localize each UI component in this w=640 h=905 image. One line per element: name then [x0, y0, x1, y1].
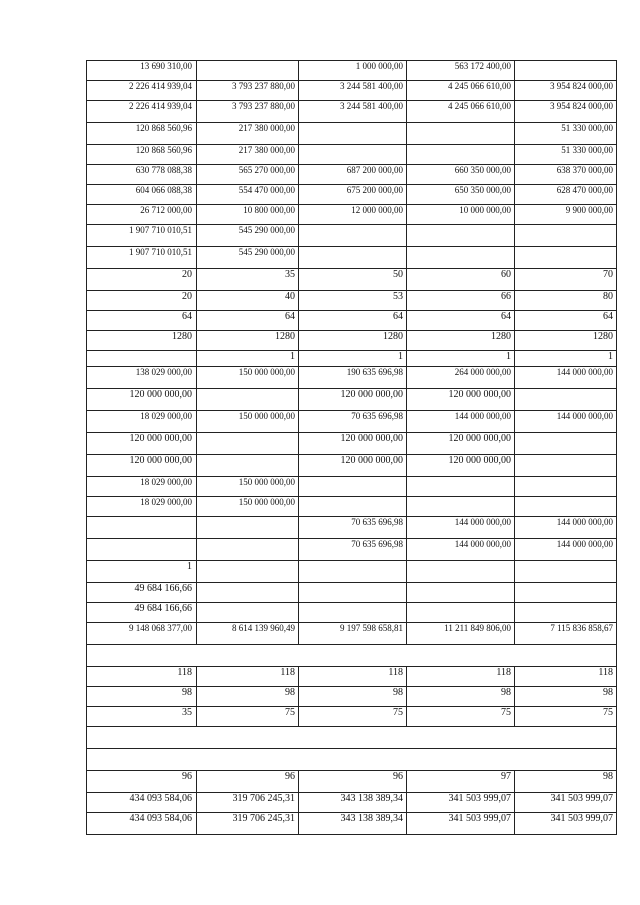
table-cell: 319 706 245,31 — [197, 813, 299, 835]
table-cell — [515, 583, 617, 603]
table-row — [87, 623, 617, 645]
table-cell: 120 868 560,96 — [87, 123, 197, 145]
table-cell: 144 000 000,00 — [515, 411, 617, 433]
table-cell — [299, 123, 407, 145]
table-spacer-cell — [87, 727, 617, 749]
table-cell — [299, 247, 407, 269]
table-cell — [515, 433, 617, 455]
table-cell: 1280 — [87, 331, 197, 351]
table-cell: 563 172 400,00 — [407, 61, 515, 81]
table-cell: 3 244 581 400,00 — [299, 81, 407, 101]
table-row — [87, 311, 617, 331]
table-cell — [407, 603, 515, 623]
table-cell: 3 954 824 000,00 — [515, 81, 617, 101]
table-cell: 98 — [87, 687, 197, 707]
table-cell: 70 635 696,98 — [299, 517, 407, 539]
table-cell — [515, 497, 617, 517]
table-cell: 341 503 999,07 — [407, 793, 515, 813]
table-cell — [299, 477, 407, 497]
table-row — [87, 727, 617, 749]
table-cell: 70 — [515, 269, 617, 291]
table-cell — [515, 603, 617, 623]
table-row — [87, 813, 617, 835]
table-row — [87, 749, 617, 771]
table-row — [87, 433, 617, 455]
table-cell: 144 000 000,00 — [407, 411, 515, 433]
table-row — [87, 667, 617, 687]
table-cell — [407, 497, 515, 517]
table-row — [87, 291, 617, 311]
table-cell: 1280 — [407, 331, 515, 351]
table-cell: 3 793 237 880,00 — [197, 81, 299, 101]
table-cell: 98 — [515, 771, 617, 793]
table-cell: 343 138 389,34 — [299, 793, 407, 813]
table-cell: 434 093 584,06 — [87, 793, 197, 813]
table-row — [87, 497, 617, 517]
table-row — [87, 707, 617, 727]
table-cell — [515, 61, 617, 81]
table-cell: 341 503 999,07 — [515, 813, 617, 835]
table-cell: 144 000 000,00 — [407, 517, 515, 539]
table-cell — [407, 247, 515, 269]
table-cell: 120 000 000,00 — [299, 433, 407, 455]
table-cell: 120 000 000,00 — [87, 433, 197, 455]
table-row — [87, 645, 617, 667]
table-cell: 64 — [87, 311, 197, 331]
table-row — [87, 165, 617, 185]
table-cell: 8 614 139 960,49 — [197, 623, 299, 645]
table-cell — [299, 603, 407, 623]
table-cell — [299, 225, 407, 247]
table-cell: 638 370 000,00 — [515, 165, 617, 185]
table-cell: 3 793 237 880,00 — [197, 101, 299, 123]
table-cell — [87, 351, 197, 367]
table-row — [87, 411, 617, 433]
table-row — [87, 367, 617, 389]
table-cell: 96 — [299, 771, 407, 793]
table-cell: 217 380 000,00 — [197, 145, 299, 165]
table-cell — [515, 389, 617, 411]
table-cell — [407, 123, 515, 145]
table-spacer-cell — [87, 645, 617, 667]
table-cell: 1 — [197, 351, 299, 367]
table-cell — [407, 561, 515, 583]
table-cell: 630 778 088,38 — [87, 165, 197, 185]
table-cell: 545 290 000,00 — [197, 225, 299, 247]
table-cell — [197, 517, 299, 539]
table-row — [87, 247, 617, 269]
table-cell: 217 380 000,00 — [197, 123, 299, 145]
table-cell: 98 — [515, 687, 617, 707]
table-cell: 18 029 000,00 — [87, 497, 197, 517]
table-cell: 51 330 000,00 — [515, 123, 617, 145]
table-cell: 75 — [515, 707, 617, 727]
table-cell: 3 244 581 400,00 — [299, 101, 407, 123]
table-cell — [299, 561, 407, 583]
table-cell — [197, 455, 299, 477]
table-cell: 13 690 310,00 — [87, 61, 197, 81]
table-cell: 1 000 000,00 — [299, 61, 407, 81]
table-cell: 1 907 710 010,51 — [87, 247, 197, 269]
table-cell: 80 — [515, 291, 617, 311]
table-cell: 1280 — [515, 331, 617, 351]
table-cell: 7 115 836 858,67 — [515, 623, 617, 645]
table-cell: 18 029 000,00 — [87, 477, 197, 497]
table-cell — [299, 583, 407, 603]
table-cell: 35 — [87, 707, 197, 727]
table-row — [87, 389, 617, 411]
table-cell — [515, 455, 617, 477]
table-cell — [197, 539, 299, 561]
table-cell: 3 954 824 000,00 — [515, 101, 617, 123]
table-cell: 120 000 000,00 — [87, 455, 197, 477]
table-cell: 98 — [197, 687, 299, 707]
table-cell: 66 — [407, 291, 515, 311]
table-row — [87, 81, 617, 101]
table-cell: 2 226 414 939,04 — [87, 81, 197, 101]
table-row — [87, 603, 617, 623]
table-cell: 10 800 000,00 — [197, 205, 299, 225]
table-cell: 1 — [515, 351, 617, 367]
table-row — [87, 145, 617, 165]
table-cell: 75 — [197, 707, 299, 727]
table-cell: 40 — [197, 291, 299, 311]
table-row — [87, 269, 617, 291]
table-cell: 138 029 000,00 — [87, 367, 197, 389]
table-cell — [197, 561, 299, 583]
table-row — [87, 771, 617, 793]
table-row — [87, 123, 617, 145]
table-cell: 64 — [407, 311, 515, 331]
table-cell: 144 000 000,00 — [515, 539, 617, 561]
table-cell: 49 684 166,66 — [87, 603, 197, 623]
table-cell: 18 029 000,00 — [87, 411, 197, 433]
table-cell: 1 — [87, 561, 197, 583]
table-cell — [407, 583, 515, 603]
table-cell: 628 470 000,00 — [515, 185, 617, 205]
financial-data-table — [86, 60, 617, 835]
table-cell: 150 000 000,00 — [197, 497, 299, 517]
table-cell: 343 138 389,34 — [299, 813, 407, 835]
table-row — [87, 101, 617, 123]
table-cell: 50 — [299, 269, 407, 291]
table-cell — [407, 225, 515, 247]
table-row — [87, 687, 617, 707]
table-cell: 687 200 000,00 — [299, 165, 407, 185]
table-cell: 341 503 999,07 — [407, 813, 515, 835]
table-cell: 75 — [299, 707, 407, 727]
table-cell: 120 000 000,00 — [87, 389, 197, 411]
table-cell: 120 868 560,96 — [87, 145, 197, 165]
table-cell: 118 — [515, 667, 617, 687]
table-row — [87, 561, 617, 583]
table-cell: 11 211 849 806,00 — [407, 623, 515, 645]
table-cell: 120 000 000,00 — [407, 389, 515, 411]
table-row — [87, 455, 617, 477]
table-row — [87, 477, 617, 497]
table-cell: 118 — [407, 667, 515, 687]
table-cell: 98 — [299, 687, 407, 707]
table-cell: 9 900 000,00 — [515, 205, 617, 225]
table-cell: 120 000 000,00 — [407, 455, 515, 477]
table-cell: 1280 — [299, 331, 407, 351]
table-row — [87, 331, 617, 351]
table-cell — [515, 477, 617, 497]
table-cell: 35 — [197, 269, 299, 291]
table-cell: 150 000 000,00 — [197, 411, 299, 433]
table-cell — [197, 603, 299, 623]
table-cell: 64 — [197, 311, 299, 331]
table-row — [87, 539, 617, 561]
table-cell: 4 245 066 610,00 — [407, 81, 515, 101]
table-cell: 1280 — [197, 331, 299, 351]
table-row — [87, 61, 617, 81]
table-row — [87, 793, 617, 813]
table-cell: 2 226 414 939,04 — [87, 101, 197, 123]
table-cell: 118 — [299, 667, 407, 687]
table-cell — [299, 497, 407, 517]
table-cell: 675 200 000,00 — [299, 185, 407, 205]
table-cell — [197, 389, 299, 411]
table-row — [87, 225, 617, 247]
table-cell: 60 — [407, 269, 515, 291]
table-cell: 264 000 000,00 — [407, 367, 515, 389]
table-cell — [515, 225, 617, 247]
table-cell: 12 000 000,00 — [299, 205, 407, 225]
table-cell: 9 148 068 377,00 — [87, 623, 197, 645]
table-cell: 26 712 000,00 — [87, 205, 197, 225]
table-cell: 144 000 000,00 — [515, 517, 617, 539]
table-cell — [87, 517, 197, 539]
table-cell: 150 000 000,00 — [197, 477, 299, 497]
table-cell: 118 — [197, 667, 299, 687]
table-cell: 20 — [87, 269, 197, 291]
table-cell — [407, 145, 515, 165]
table-cell — [515, 561, 617, 583]
table-cell: 144 000 000,00 — [515, 367, 617, 389]
table-cell — [197, 433, 299, 455]
table-cell: 9 197 598 658,81 — [299, 623, 407, 645]
table-cell — [197, 583, 299, 603]
table-cell: 20 — [87, 291, 197, 311]
table-cell — [515, 247, 617, 269]
table-cell: 565 270 000,00 — [197, 165, 299, 185]
table-cell: 319 706 245,31 — [197, 793, 299, 813]
table-cell: 190 635 696,98 — [299, 367, 407, 389]
table-cell — [87, 539, 197, 561]
table-cell: 4 245 066 610,00 — [407, 101, 515, 123]
table-cell: 64 — [515, 311, 617, 331]
table-cell: 434 093 584,06 — [87, 813, 197, 835]
table-cell: 96 — [87, 771, 197, 793]
table-cell: 120 000 000,00 — [299, 389, 407, 411]
table-cell — [197, 61, 299, 81]
table-cell: 64 — [299, 311, 407, 331]
table-row — [87, 517, 617, 539]
table-row — [87, 351, 617, 367]
table-cell: 1 — [407, 351, 515, 367]
table-cell: 10 000 000,00 — [407, 205, 515, 225]
table-row — [87, 583, 617, 603]
table-spacer-cell — [87, 749, 617, 771]
table-cell: 545 290 000,00 — [197, 247, 299, 269]
table-cell: 70 635 696,98 — [299, 411, 407, 433]
table-cell: 98 — [407, 687, 515, 707]
table-cell: 75 — [407, 707, 515, 727]
table-cell: 604 066 088,38 — [87, 185, 197, 205]
table-cell: 120 000 000,00 — [299, 455, 407, 477]
table-cell: 1 — [299, 351, 407, 367]
table-row — [87, 205, 617, 225]
table-cell: 118 — [87, 667, 197, 687]
table-cell: 660 350 000,00 — [407, 165, 515, 185]
table-cell: 650 350 000,00 — [407, 185, 515, 205]
table-cell: 120 000 000,00 — [407, 433, 515, 455]
table-cell: 341 503 999,07 — [515, 793, 617, 813]
table-cell — [407, 477, 515, 497]
table-cell: 49 684 166,66 — [87, 583, 197, 603]
table-cell: 554 470 000,00 — [197, 185, 299, 205]
table-row — [87, 185, 617, 205]
table-cell: 1 907 710 010,51 — [87, 225, 197, 247]
table-cell: 150 000 000,00 — [197, 367, 299, 389]
table-cell: 97 — [407, 771, 515, 793]
table-cell: 51 330 000,00 — [515, 145, 617, 165]
table-cell: 70 635 696,98 — [299, 539, 407, 561]
table-cell: 96 — [197, 771, 299, 793]
table-cell — [299, 145, 407, 165]
table-cell: 53 — [299, 291, 407, 311]
table-cell: 144 000 000,00 — [407, 539, 515, 561]
